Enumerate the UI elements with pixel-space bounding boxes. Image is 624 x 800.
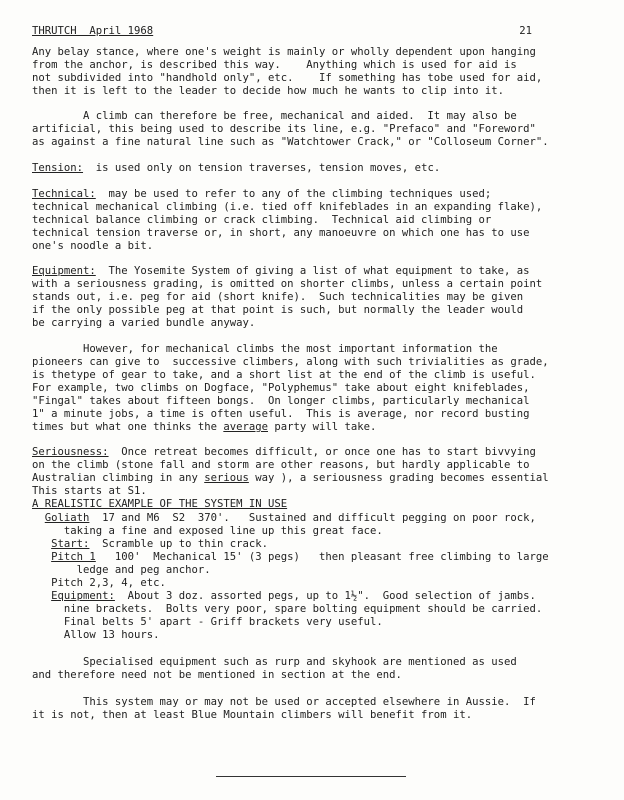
line-text: Final belts 5' apart - Griff brackets very useful. — [32, 616, 383, 628]
term-heading: Equipment: — [32, 265, 96, 277]
underlined-term: serious — [204, 472, 249, 484]
line-text: nine brackets. Bolts very poor, spare bolting equipment should be carried. — [32, 603, 543, 615]
text-line — [32, 446, 536, 459]
line-text: "Fingal" takes about fifteen bongs. On longer climbs, particularly mechanical — [32, 395, 530, 407]
text-line — [32, 696, 536, 709]
text-line — [32, 512, 536, 525]
line-text: way ), a seriousness grading becomes essential — [248, 472, 549, 484]
text-line — [32, 123, 536, 136]
line-text: Any belay stance, where one's weight is mainly or wholly dependent upon hanging — [32, 46, 536, 58]
text-line — [32, 525, 383, 538]
line-text: A climb can therefore be free, mechanical and aided. It may also be — [32, 110, 517, 122]
text-line — [32, 669, 402, 682]
line-text: Pitch 2,3, 4, etc. — [32, 577, 166, 589]
underlined-term: average — [223, 421, 268, 433]
text-line — [32, 603, 542, 616]
line-text: 17 and M6 S2 370'. Sustained and difficult pegging on poor rock, — [89, 512, 536, 524]
text-line — [32, 214, 491, 227]
line-text: is used only on tension traverses, tension moves, etc. — [83, 162, 441, 174]
text-line — [32, 240, 153, 253]
line-text: About 3 doz. assorted pegs, up to 1½". Good selection of jambs. — [114, 590, 536, 602]
line-text: 100' Mechanical 15' (3 pegs) then pleasant free climbing to large — [95, 551, 549, 563]
text-line — [32, 343, 498, 356]
line-text: technical tension traverse or, in short, any manoeuvre on which one has to use — [32, 227, 530, 239]
term-heading: Technical: — [32, 188, 96, 200]
text-line — [32, 46, 536, 59]
line-text: if the only possible peg at that point is such, but normally the leader would — [32, 304, 524, 316]
line-text: stands out, i.e. peg for aid (short knife). Such technicalities may be given — [32, 291, 524, 303]
line-text: The Yosemite System of giving a list of what equipment to take, as — [95, 265, 530, 277]
text-line — [32, 72, 542, 85]
page-header — [32, 25, 532, 39]
line-text — [32, 538, 51, 550]
line-text: one's noodle a bit. — [32, 240, 154, 252]
text-line — [32, 656, 517, 669]
line-text — [32, 512, 45, 524]
text-line — [32, 85, 504, 98]
line-text: Scramble up to thin crack. — [89, 538, 269, 550]
line-text: technical mechanical climbing (i.e. tied off knifeblades in an expanding flake), — [32, 201, 543, 213]
page-number: 21 — [519, 25, 532, 37]
text-line — [32, 110, 517, 123]
line-text: times but what one thinks the — [32, 421, 224, 433]
text-line — [32, 551, 549, 564]
text-line — [32, 577, 166, 590]
line-text: then it is left to the leader to decide how much he wants to clip into it. — [32, 85, 504, 97]
text-line — [32, 408, 529, 421]
text-line — [32, 616, 383, 629]
line-text: Allow 13 hours. — [32, 629, 160, 641]
newsletter-title: THRUTCH April 1968 — [32, 25, 154, 37]
text-line — [32, 709, 472, 722]
text-line — [32, 395, 529, 408]
line-text: Once retreat becomes difficult, or once one has to start bivvying — [108, 446, 536, 458]
line-text — [32, 590, 51, 602]
line-text: with a seriousness grading, is omitted on shorter climbs, unless a certain point — [32, 278, 543, 290]
text-line — [32, 564, 211, 577]
line-text: pioneers can give to successive climbers, along with such trivialities as grade, — [32, 356, 549, 368]
line-text: Specialised equipment such as rurp and skyhook are mentioned as used — [32, 656, 517, 668]
text-line — [32, 538, 268, 551]
text-line — [32, 162, 440, 175]
line-text: This system may or may not be used or accepted elsewhere in Aussie. If — [32, 696, 536, 708]
text-line — [32, 498, 287, 511]
line-text — [32, 551, 51, 563]
text-line — [32, 291, 523, 304]
line-text: party will take. — [268, 421, 377, 433]
line-text: 1" a minute jobs, a time is often useful. This is average, nor record busting — [32, 408, 530, 420]
text-line — [32, 188, 491, 201]
term-heading: Tension: — [32, 162, 84, 174]
text-line — [32, 369, 536, 382]
term-heading: A REALISTIC EXAMPLE OF THE SYSTEM IN USE — [32, 498, 288, 510]
text-line — [32, 459, 529, 472]
line-text: However, for mechanical climbs the most important information the — [32, 343, 498, 355]
text-line — [32, 382, 529, 395]
text-line — [32, 472, 549, 485]
line-text: artificial, this being used to describe its line, e.g. "Prefaco" and "Foreword" — [32, 123, 536, 135]
line-text: as against a fine natural line such as "Watchtower Crack," or "Colloseum Corner". — [32, 136, 549, 148]
text-line — [32, 317, 255, 330]
line-text: technical balance climbing or crack climbing. Technical aid climbing or — [32, 214, 492, 226]
text-line — [32, 59, 517, 72]
text-line — [32, 227, 529, 240]
text-line — [32, 304, 523, 317]
line-text: ledge and peg anchor. — [32, 564, 211, 576]
line-text: not subdivided into "handhold only", etc. If something has tobe used for aid, — [32, 72, 543, 84]
line-text: This starts at S1. — [32, 485, 147, 497]
line-text: may be used to refer to any of the climbing techniques used; — [95, 188, 492, 200]
term-heading: Seriousness: — [32, 446, 109, 458]
text-line — [32, 421, 376, 434]
text-line — [32, 629, 160, 642]
end-divider — [216, 776, 406, 777]
text-line — [32, 265, 529, 278]
line-text: from the anchor, is described this way. Anything which is used for aid is — [32, 59, 517, 71]
line-text: For example, two climbs on Dogface, "Polyphemus" take about eight knifeblades, — [32, 382, 530, 394]
underlined-term: Pitch 1 — [51, 551, 96, 563]
line-text: it is not, then at least Blue Mountain climbers will benefit from it. — [32, 709, 473, 721]
line-text: be carrying a varied bundle anyway. — [32, 317, 256, 329]
text-line — [32, 201, 542, 214]
line-text: taking a fine and exposed line up this great face. — [32, 525, 383, 537]
line-text: Australian climbing in any — [32, 472, 205, 484]
text-line — [32, 590, 536, 603]
underlined-term: Equipment: — [51, 590, 115, 602]
text-line — [32, 485, 147, 498]
underlined-term: Start: — [51, 538, 90, 550]
text-line — [32, 278, 542, 291]
underlined-term: Goliath — [44, 512, 90, 524]
line-text: is thetype of gear to take, and a short list at the end of the climb is useful. — [32, 369, 536, 381]
line-text: on the climb (stone fall and storm are other reasons, but hardly applicable to — [32, 459, 530, 471]
line-text: and therefore need not be mentioned in section at the end. — [32, 669, 402, 681]
text-line — [32, 136, 549, 149]
text-line — [32, 356, 549, 369]
